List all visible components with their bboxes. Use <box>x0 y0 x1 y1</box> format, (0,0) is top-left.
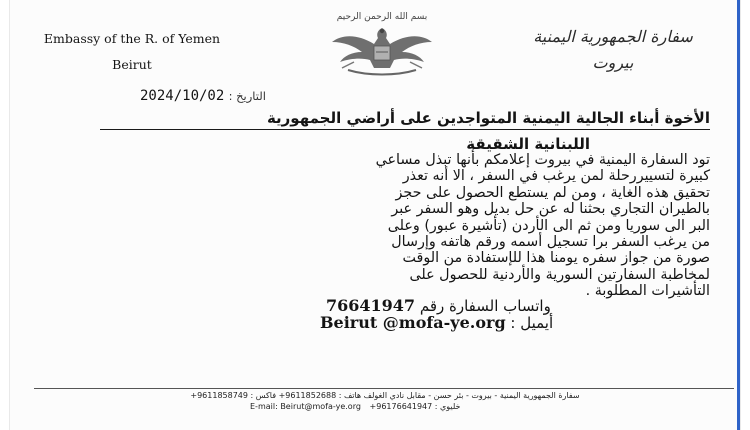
body-line: التأشيرات المطلوبة . <box>585 283 710 300</box>
subject-line-2: اللبنانية الشقيقة <box>466 135 590 153</box>
basmala-text: بسم الله الرحمن الرحيم <box>336 12 428 22</box>
body-line: من يرغب السفر برا تسجيل أسمه ورقم هاتفه وإرسال <box>391 234 710 251</box>
letter-subject <box>100 108 710 154</box>
email-contact <box>320 313 650 332</box>
footer-mobile: خليوي : 96176641947+ <box>369 402 461 411</box>
whatsapp-number: 76641947 <box>326 296 416 315</box>
header-arabic-city: بيروت <box>592 53 634 72</box>
date-value: 2024/10/02 <box>140 88 225 104</box>
body-line: صورة من جواز سفره يومنا هذا للإستفادة من الوقت <box>402 250 710 267</box>
date-label: التاريخ : <box>228 89 266 103</box>
letter-date <box>140 88 440 104</box>
header-english-embassy-name: Embassy of the R. of Yemen <box>43 31 221 46</box>
eagle-emblem-graphic <box>318 22 446 78</box>
header-english <box>32 28 232 76</box>
page-edge-accent <box>737 0 740 430</box>
yemen-eagle-emblem-icon <box>318 12 446 78</box>
whatsapp-label: واتساب السفارة رقم <box>419 297 551 315</box>
footer-divider <box>34 388 734 389</box>
body-line: لمخاطبة السفارتين السورية والأردنية للحصول على <box>409 266 710 283</box>
body-line: البر الى سوريا ومن ثم الى الأردن (تأشيرة عبور) وعلى <box>387 217 710 234</box>
email-label: أيميل : <box>510 314 554 332</box>
body-line: تود السفارة اليمنية في بيروت إعلامكم بأنها تبذل مساعي <box>375 152 710 168</box>
header-arabic <box>518 26 708 74</box>
email-address: Beirut @mofa-ye.org <box>320 313 506 332</box>
body-line: كبيرة لتسييررحلة لمن يرغب في السفر ، الا أنه تعذر <box>402 168 710 185</box>
body-line: تحقيق هذه الغاية ، ومن لم يستطع الحصول على حجز <box>395 184 710 201</box>
header-arabic-embassy-name: سفارة الجمهورية اليمنية <box>533 27 693 46</box>
letter-body <box>128 152 710 300</box>
footer-email: E-mail: Beirut@mofa-ye.org <box>250 402 361 411</box>
letter-page <box>10 0 740 430</box>
body-line: بالطيران التجاري بحثنا له عن حل بديل وهو السفر عبر <box>391 201 710 218</box>
subject-line-1: الأخوة أبناء الجالية اليمنية المتواجدين على أراضي الجمهورية <box>100 108 710 130</box>
footer-address: سفارة الجمهورية اليمنية - بيروت - بئر حسن - مقابل نادي الغولف هاتف : 9611852688+ فاكس : 9611858749+ <box>190 391 580 400</box>
header-english-city: Beirut <box>112 57 152 72</box>
